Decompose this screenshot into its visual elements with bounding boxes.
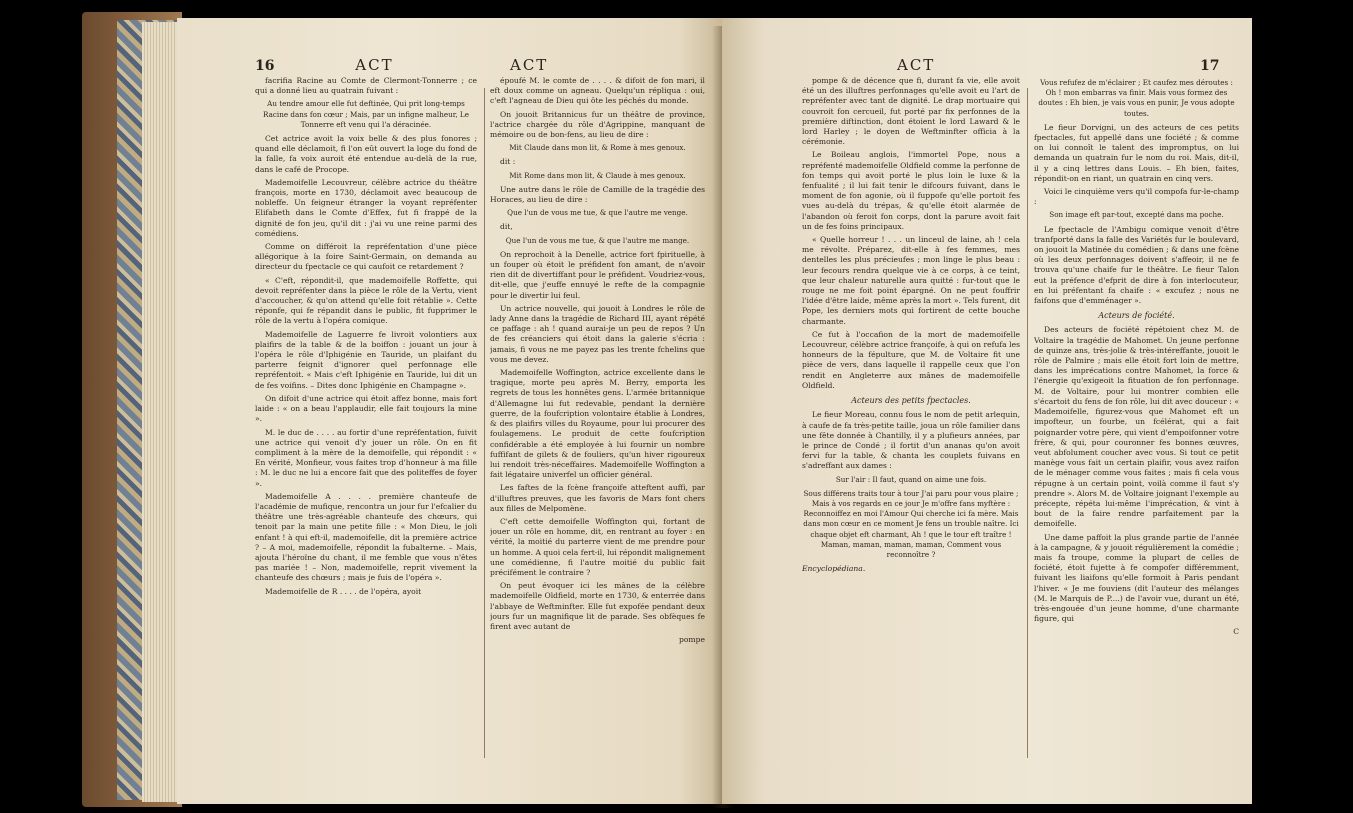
column-rule xyxy=(484,88,485,758)
verse: Sous différens traits tour à tour J'ai paru pour vous plaire ; Mais à vos regards en ce jour Je m'offre fans myftère : Reconnoiffez en moi l'Amour Qui cherche ici fa mère. Mais dans mon cœur en ce moment Je fens un trouble naître. Ici chaque objet eft charmant, Ah ! que le tour eft traître ! Maman, maman, maman, maman, Comment vous reconnoître ? xyxy=(803,488,1019,559)
paragraph: époufé M. le comte de . . . . & difoit de fon mari, il eft doux comme un agneau. Quelqu'un répliqua : oui, c'eft l'agneau de Dieu qui ôte les péchés du monde. xyxy=(490,76,705,106)
paragraph: Un actrice nouvelle, qui jouoit à Londres le rôle de lady Anne dans la tragédie de Richard III, ayant répété ce paffage : ah ! quand aurai-je un peu de repos ? Un de fes créanciers qui étoit dans la galerie s'écria : jamais, fi vous ne me payez pas les trente fchelins que vous me devez. xyxy=(490,303,705,364)
paragraph: On jouoit Britannicus fur un théâtre de province, l'actrice chargée du rôle d'Agrippine, manquant de mémoire ou de bon-fens, au lieu de dire : xyxy=(490,109,705,140)
paragraph: Le fpectacle de l'Ambigu comique venoit d'être tranfporté dans la falle des Variétés fur le boulevard, on jouoit la Matinée du comédien ; & dans une fcène où les deux perfonnages doivent s'affeoir, il ne fe trouva qu'une chaife fur le théâtre. Le fieur Talon eut la préfence d'efprit de dire à fon interlocuteur, en lui préfentant fa chaife : « excufez ; nous ne faifons que d'emménager ». xyxy=(1034,224,1239,306)
column-rule xyxy=(1027,88,1028,758)
paragraph: Mademoifelle Lecouvreur, célèbre actrice du théâtre françois, morte en 1730, déclamoit avec beaucoup de nobleffe. Un feigneur étranger la voyant repréfenter Elifabeth dans le Comte d'Effex, fut fi frappé de la dignité de fon jeu, qu'il dit : j'ai vu une reine parmi des comédiens. xyxy=(255,177,477,238)
paragraph: Voici le cinquième vers qu'il compofa fur-le-champ : xyxy=(1034,187,1239,207)
verse: Vous refufez de m'éclairer ; Et caufez mes déroutes : Oh ! mon embarras va finir. Mais vous formez des doutes : Eh bien, je vais vous en punir, Je vous adopte toutes. xyxy=(1038,78,1235,118)
text-column-2 xyxy=(1034,76,1239,766)
verse: Au tendre amour elle fut deftinée, Qui prit long-temps Racine dans fon cœur ; Mais, par un infigne malheur, Le Tonnerre eft venu qui l'a déracinée. xyxy=(263,99,469,129)
catchword: pompe xyxy=(679,635,705,645)
paragraph: On difoit d'une actrice qui étoit affez bonne, mais fort laide : « on a beau l'applaudir, elle fait toujours la mine ». xyxy=(255,393,477,424)
paragraph: Le fieur Moreau, connu fous le nom de petit arlequin, à caufe de fa très-petite taille, joua un rôle familier dans une fête donnée à Chantilly, il y a plufieurs années, par le prince de Condé ; il fortit d'un ananas qu'on avoit fervi fur la table, & chanta les couplets fuivans en s'adreffant aux dames : xyxy=(802,410,1020,471)
paragraph: Une autre dans le rôle de Camille de la tragédie des Horaces, au lieu de dire : xyxy=(490,184,705,205)
page-number: 16 xyxy=(255,58,275,74)
source-signature: Encyclopédiana. xyxy=(802,564,866,574)
paragraph: Comme on différoit la repréfentation d'une pièce allégorique à la foire Saint-Germain, on demanda au directeur du fpectacle ce qui caufoit ce retardement ? xyxy=(255,242,477,272)
verse: Que l'un de vous me tue, & que l'autre me venge. xyxy=(507,208,688,218)
paragraph: « Quelle horreur ! . . . un linceul de laine, ah ! cela me révolte. Préparez, dit-elle à fes femmes, mes dentelles les plus précieufes ; mon linge le plus beau : leur fecours rendra quelque vie à ce corps, à ce teint, que leur chaleur naturelle aura quitté : fur-tout que le rouge ne me foit point épargné. On ne peut fouffrir l'idée d'être laide, même après la mort ». Tels furent, dit Pope, les derniers mots qui fortirent de cette bouche charmante. xyxy=(802,235,1020,326)
paragraph: dit, xyxy=(500,222,513,232)
text-column-1 xyxy=(802,76,1020,766)
paragraph: On peut évoquer ici les mânes de la célèbre mademoifelle Oldfield, morte en 1730, & enterrée dans l'abbaye de Weftminfter. Elle fut expofée pendant deux jours fur un magnifique lit de parade. Ses obfèques fe firent avec autant de xyxy=(490,581,705,631)
page-edges xyxy=(142,22,182,802)
paragraph: « C'eft, répondit-il, que mademoifelle Roffette, qui devoit repréfenter dans la pièce le rôle de la Vertu, vient d'accoucher, & qu'on attend qu'elle foit rétablie ». Cette réponfe, qui fe répandit dans le public, fit fupprimer le rôle de la vertu à l'opéra comique. xyxy=(255,275,477,326)
paragraph: Cet actrice avoit la voix belle & des plus fonores ; quand elle déclamoit, fi l'on eût ouvert la loge du fond de la falle, fa voix auroit été entendue au-delà de la rue, dans le café de Procope. xyxy=(255,134,477,174)
air-title: Sur l'air : Il faut, quand on aime une fois. xyxy=(835,474,987,484)
verse: Mit Claude dans mon lit, & Rome à mes genoux. xyxy=(509,143,686,153)
right-page xyxy=(722,18,1252,804)
left-page xyxy=(177,18,722,804)
paragraph: On reprochoit à la Denelle, actrice fort fpirituelle, à un fouper où étoit le préfident fon amant, de n'avoir rien dit de divertiffant pour le préfident. Voudriez-vous, dit-elle, que j'euffe ennuyé le refte de la compagnie pour le divertir lui feul. xyxy=(490,249,705,300)
text-column-1 xyxy=(255,76,477,766)
paragraph: dit : xyxy=(500,157,516,167)
verse: Mit Rome dans mon lit, & Claude à mes genoux. xyxy=(509,170,686,180)
paragraph: Le Boileau anglois, l'immortel Pope, nous a repréfenté mademoifelle Oldfield comme la perfonne de fon temps qui avoit porté le plus loin le luxe & la fenfualité ; il lui fait tenir le difcours fuivant, dans le moment de fon agonie, où il fuppofe qu'elle portoit fes vues au-delà du trépas, & qu'elle étoit alarmée de l'abandon où feroit fon corps, dont la parure avoit fait un de fes foins principaux. xyxy=(802,150,1020,231)
verse: Son image eft par-tout, excepté dans ma poche. xyxy=(1049,210,1224,220)
paragraph: C'eft cette demoifelle Woffington qui, fortant de jouer un rôle en homme, dit, en rentrant au foyer : en vérité, la moitié du parterre vient de me prendre pour un homme. A quoi cela fert-il, lui répondit malignement une comédienne, fi l'autre moitié du public fait précifément le contraire ? xyxy=(490,516,705,577)
open-book xyxy=(82,12,1262,807)
paragraph: M. le duc de . . . . au fortir d'une repréfentation, fuivit une actrice qui venoit d'y jouer un rôle. On en fit compliment à la mère de la demoifelle, qui répondit : « En vérité, Monfieur, vous faites trop d'honneur à ma fille : M. le duc ne lui a encore fait que des politeffes de foyer ». xyxy=(255,427,477,488)
paragraph: Mademoifelle de Laguerre fe livroit volontiers aux plaifirs de la table & de la boiffon : jouant un jour à l'opéra le rôle d'Iphigénie en Tauride, un plaifant du parterre feignit d'ignorer quel perfonnage elle repréfentoit. « Mais c'eft Iphigénie en Tauride, lui dit un de fes voifins. – Dites donc Iphigénie en Champagne ». xyxy=(255,329,477,390)
paragraph: Des acteurs de fociété répétoient chez M. de Voltaire la tragédie de Mahomet. Un jeune perfonne de quinze ans, très-jolie & très-intéreffante, jouoit le rôle de Palmire ; mais elle étoit fort loin de mettre, dans les imprécations contre Mahomet, la force & l'énergie qu'exigeoit la fituation de fon perfonnage. M. de Voltaire, pour lui montrer combien elle s'écartoit du fens de fon rôle, lui dit avec douceur : « Mademoifelle, figurez-vous que Mahomet eft un impofteur, un fourbe, un fcélérat, qui a fait poignarder votre père, qui vient d'empoifonner votre frère, & qui, pour couronner fes bonnes œuvres, veut abfolument coucher avec vous. Si tout ce petit manège vous fait un certain plaifir, vous avez raifon de le ménager comme vous faites ; mais fi cela vous répugne à un certain point, voilà comme il faut s'y prendre ». Alors M. de Voltaire joignant l'exemple au précepte, répéta lui-même l'imprécation, & vint à bout de la faire rendre parfaitement par la demoifelle. xyxy=(1034,325,1239,529)
paragraph: Mademoifelle Woffington, actrice excellente dans le tragique, morte peu après M. Berry, emporta les regrets de tous les honnêtes gens. L'armée britannique d'Allemagne lui fut redevable, pendant la dernière guerre, de la foufcription volontaire établie à Londres, & des plaifirs villes du Royaume, pour lui procurer des foulagemens. Le produit de cette foufcription confidérable a été employée à lui fournir un nombre fuffifant de gilets & de fouliers, qu'un hiver rigoureux lui rendoit très-néceffaires. Mademoifelle Woffington a fait légataire univerfel un officier général. xyxy=(490,368,705,480)
page-number: 17 xyxy=(1200,58,1220,74)
paragraph: Les faftes de la fcène françoife atteftent auffi, par d'illuftres preuves, que les favoris de Mars font chers aux filles de Melpomène. xyxy=(490,483,705,513)
paragraph: Une dame paffoit la plus grande partie de l'année à la campagne, & y jouoit régulièrement la comédie ; mais fa troupe, comme la plupart de celles de fociété, étoit fujette à fe compofer différemment, fuivant les liaifons qu'elle formoit à Paris pendant l'hiver. « Je me fouviens (dit l'auteur des mélanges (M. le Marquis de P....) de l'avoir vue, durant un été, très-engouée d'un jeune homme, d'une charmante figure, qui xyxy=(1034,532,1239,624)
running-header: ACT xyxy=(897,56,936,74)
paragraph: Le fieur Dorvigni, un des acteurs de ces petits fpectacles, fut appellé dans une fociété ; & comme on lui connoît le talent des impromptus, on lui demanda un quatrain fur le nom du roi. Mais, dit-il, il y a cinq lettres dans Louis. – Eh bien, faites, répondit-on en riant, un quatrain en cinq vers. xyxy=(1034,122,1239,183)
signature-mark: C xyxy=(1233,627,1239,637)
section-heading: Acteurs de fociété. xyxy=(1098,311,1175,321)
running-header: ACT xyxy=(355,56,394,74)
running-header-center: ACT xyxy=(510,56,549,74)
paragraph: Mademoifelle de R . . . . de l'opéra, ayoit xyxy=(265,586,422,596)
paragraph: facrifia Racine au Comte de Clermont-Tonnerre ; ce qui a donné lieu au quatrain fuivant : xyxy=(255,76,477,96)
paragraph: pompe & de décence que fi, durant fa vie, elle avoit été un des illuftres perfonnages qu'elle avoit eu l'art de repréfenter avec tant de dignité. Le drap mortuaire qui couvroit fon cercueil, fut porté par fix perfonnes de la première diftinction, dont étoient le lord Laward & le lord Harley ; le doyen de Weftminfter officia à la cérémonie. xyxy=(802,76,1020,147)
paragraph: Ce fut à l'occafion de la mort de mademoifelle Lecouvreur, célèbre actrice françoife, à qui on refufa les honneurs de la fépulture, que M. de Voltaire fit une pièce de vers, dans laquelle il rappelle ceux que l'on rendit en Angleterre aux mânes de mademoifelle Oldfield. xyxy=(802,329,1020,390)
text-column-2 xyxy=(490,76,705,766)
verse: Que l'un de vous me tue, & que l'autre me mange. xyxy=(505,235,690,245)
section-heading: Acteurs des petits fpectacles. xyxy=(851,396,971,406)
paragraph: Mademoifelle A . . . . première chanteufe de l'académie de mufique, rencontra un jour fur l'efcalier du théâtre une très-agréable chanteufe des chœurs, qui tenoit par la main une petite fille : « Mon Dieu, le joli enfant ! à qui eft-il, mademoifelle, dit la première actrice ? – A moi, mademoifelle, répondit la fubalterne. – Mais, ajouta l'héroïne du chant, il me femble que vous n'êtes pas mariée ! – Non, mademoifelle, reprit vivement la chanteufe des chœurs ; mais je fuis de l'opéra ». xyxy=(255,491,477,583)
